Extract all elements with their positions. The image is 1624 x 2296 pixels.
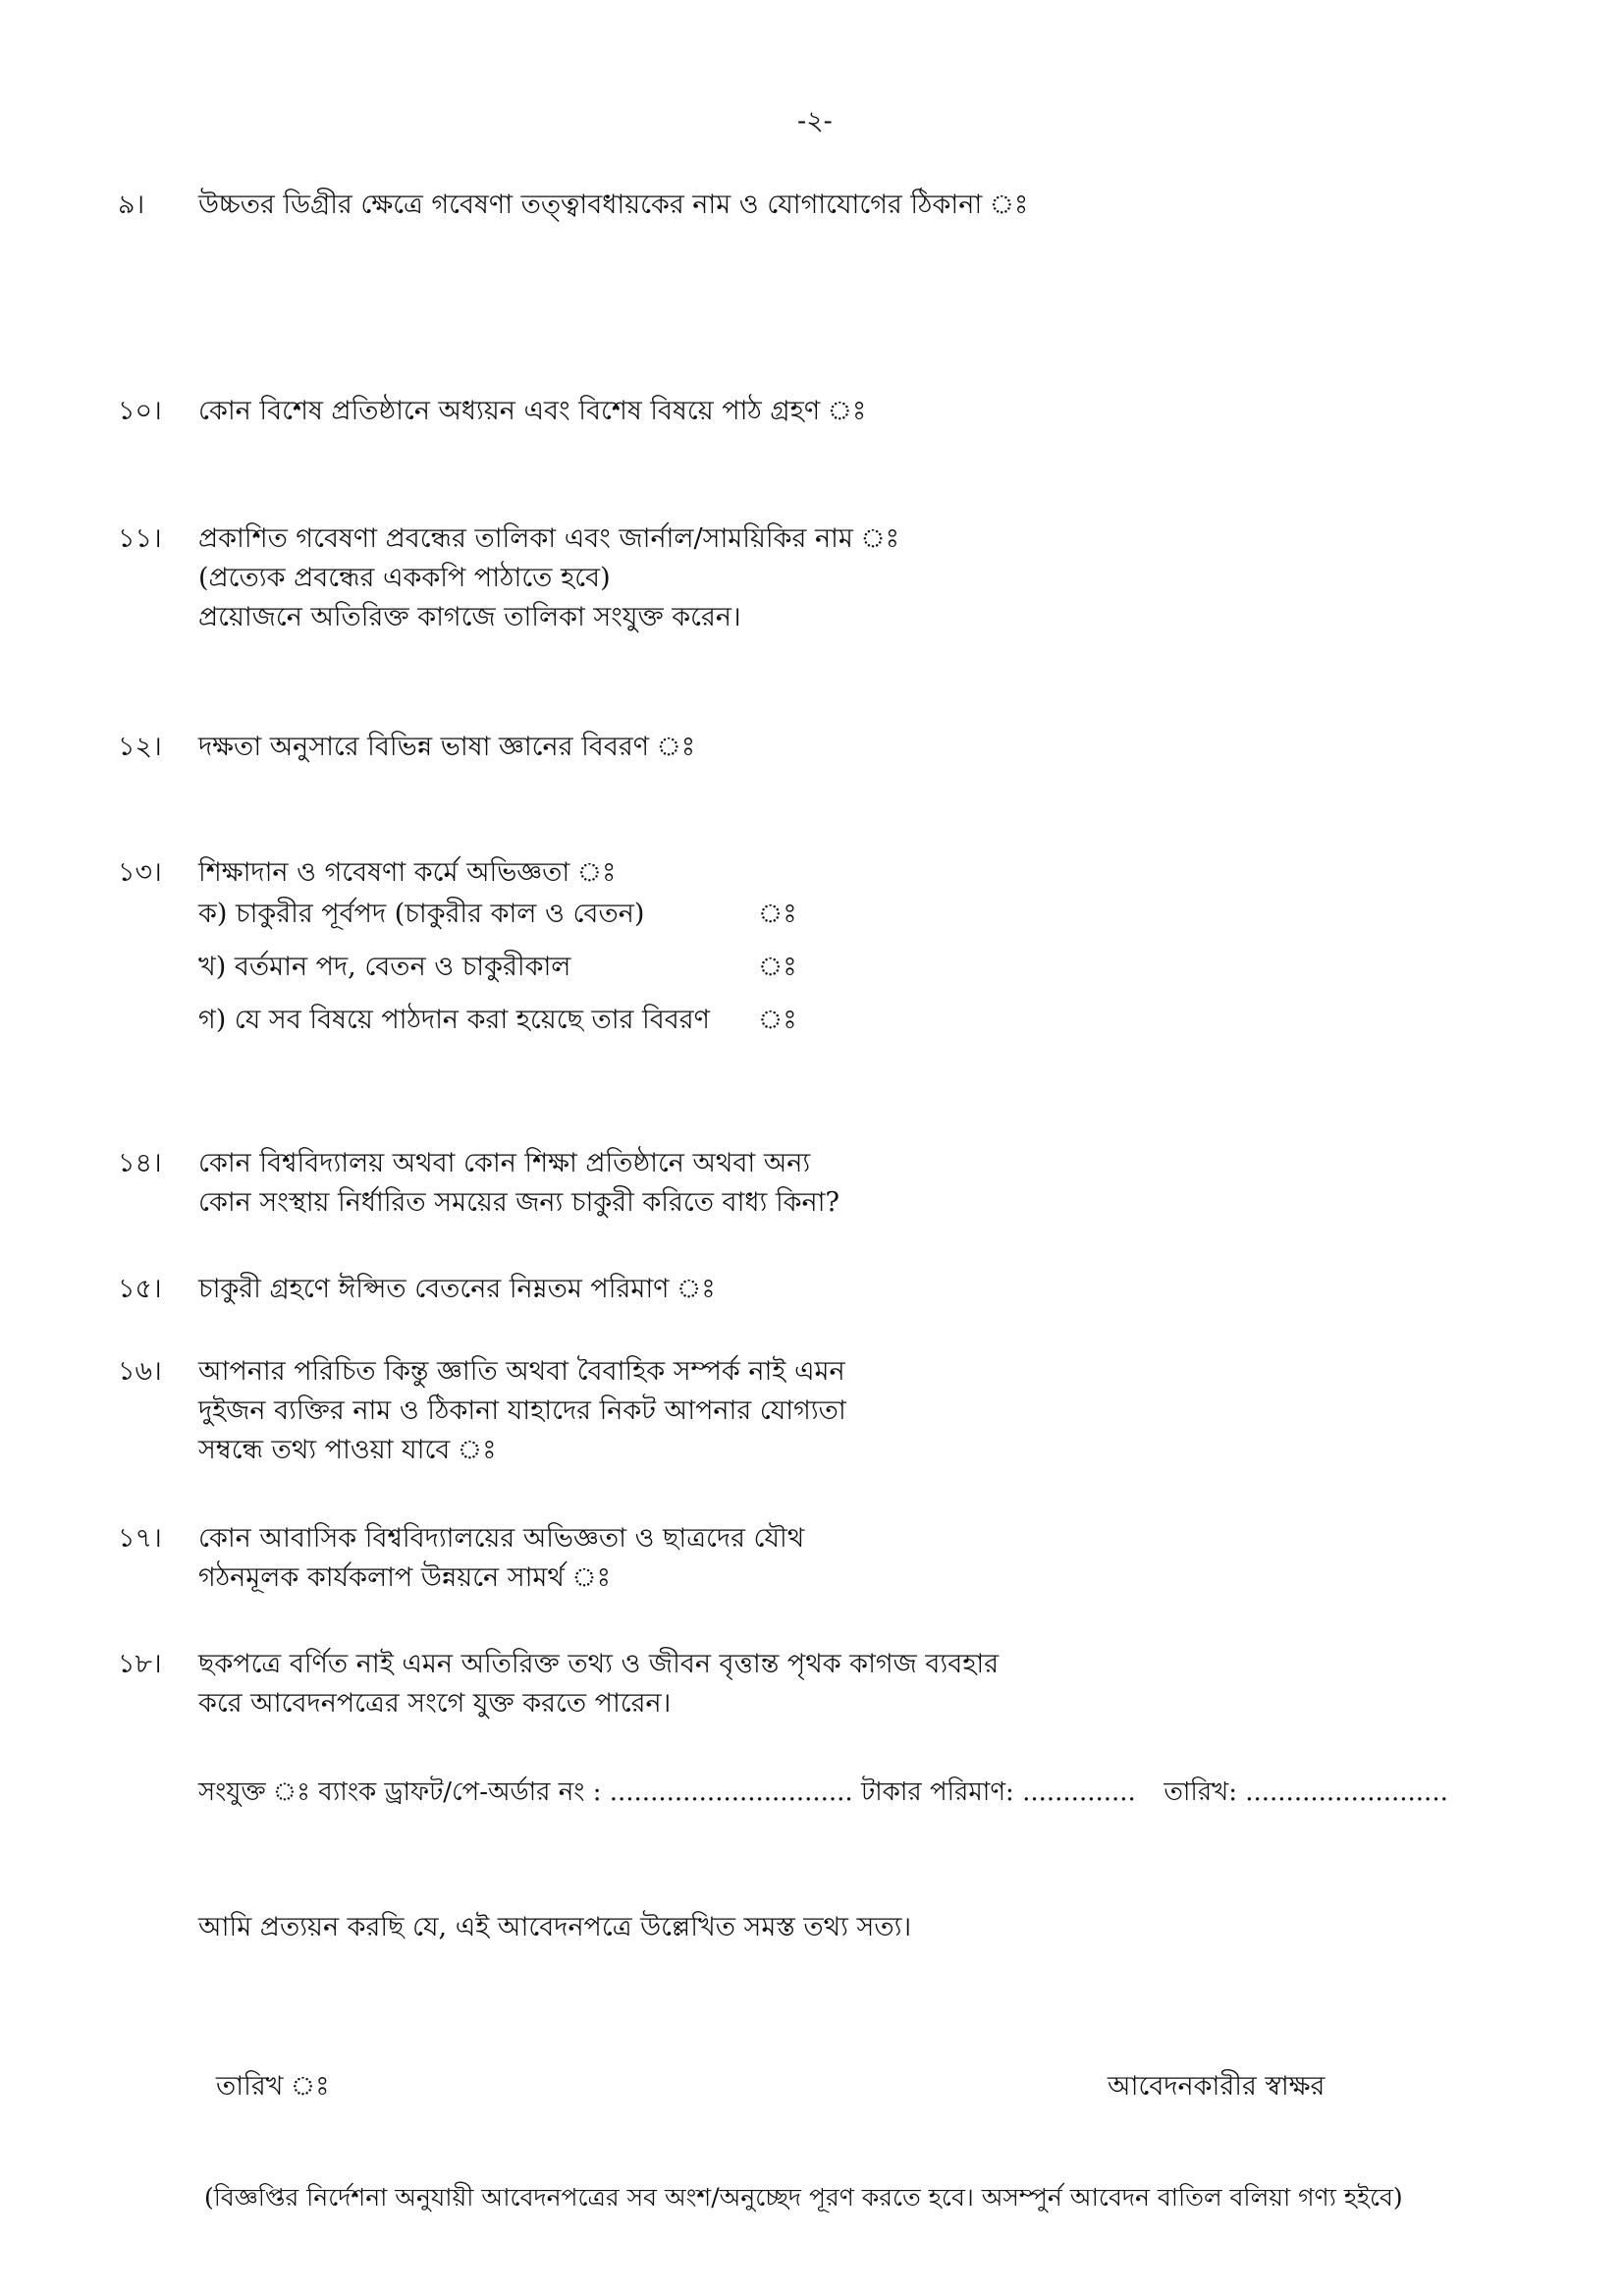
item-number: ১৫। [118,1274,162,1304]
item-text: কোন বিশ্ববিদ্যালয় অথবা কোন শিক্ষা প্রতিষ্ঠানে অথবা অন্য [198,1148,811,1178]
item-text: ছকপত্রে বর্ণিত নাই এমন অতিরিক্ত তথ্য ও জীবন বৃত্তান্ত পৃথক কাগজ ব্যবহার [198,1649,1000,1679]
attachment-date-field[interactable]: ......................... [1245,1777,1448,1807]
signature-label: আবেদনকারীর স্বাক্ষর [1108,2071,1326,2102]
item-text: কোন সংস্থায় নির্ধারিত সময়ের জন্য চাকুরী করিতে বাধ্য কিনা? [198,1187,839,1218]
sub-item-label: গ) যে সব বিষয়ে পাঠদান করা হয়েছে তার বিবরণ [198,1005,710,1035]
item-text: প্রকাশিত গবেষণা প্রবন্ধের তালিকা এবং জার্নাল/সাময়িকির নাম ঃ [198,523,900,554]
item-text: দুইজন ব্যক্তির নাম ও ঠিকানা যাহাদের নিকট আপনার যোগ্যতা [198,1395,846,1426]
attachment-line [198,1772,1448,1815]
item-number: ৯। [118,190,145,220]
attachment-date-label: তারিখ: [1164,1777,1237,1807]
sub-item-label: খ) বর্তমান পদ, বেতন ও চাকুরীকাল [198,952,571,982]
item-text: সম্বন্ধে তথ্য পাওয়া যাবে ঃ [198,1435,497,1465]
item-number: ১২। [118,732,162,762]
item-number: ১৬। [118,1356,162,1387]
page-number: -২- [797,106,833,137]
sub-item-colon: ঃ [758,1005,797,1035]
item-text: আপনার পরিচিত কিন্তু জ্ঞাতি অথবা বৈবাহিক সম্পর্ক নাই এমন [198,1356,845,1387]
item-number: ১৮। [118,1649,162,1679]
amount-label: টাকার পরিমাণ: [860,1777,1014,1807]
declaration: আমি প্রত্যয়ন করছি যে, এই আবেদনপত্রে উল্লেখিত সমস্ত তথ্য সত্য। [198,1912,912,1942]
item-text: প্রয়োজনে অতিরিক্ত কাগজে তালিকা সংযুক্ত করেন। [198,602,741,632]
item-text: কোন বিশেষ প্রতিষ্ঠানে অধ্যয়ন এবং বিশেষ বিষয়ে পাঠ গ্রহণ ঃ [198,396,867,426]
item-text: গঠনমূলক কার্যকলাপ উন্নয়নে সামর্থ ঃ [198,1562,612,1593]
item-number: ১০। [118,396,162,426]
item-number: ১১। [118,523,162,554]
item-number: ১৪। [118,1148,162,1178]
item-text: কোন আবাসিক বিশ্ববিদ্যালয়ের অভিজ্ঞতা ও ছাত্রদের যৌথ [198,1523,805,1554]
instruction-note: (বিজ্ঞপ্তির নির্দেশনা অনুযায়ী আবেদনপত্রের সব অংশ/অনুচ্ছেদ পূরণ করতে হবে। অসম্পুর্ন আবেদন বাতিল বলিয়া গণ্য হইবে) [204,2183,1403,2212]
item-text: (প্রত্যেক প্রবন্ধের এককপি পাঠাতে হবে) [198,563,611,593]
item-text: করে আবেদনপত্রের সংগে যুক্ত করতে পারেন। [198,1688,672,1719]
amount-field[interactable]: .............. [1022,1777,1136,1807]
item-text: দক্ষতা অনুসারে বিভিন্ন ভাষা জ্ঞানের বিবরণ ঃ [198,732,696,762]
item-text: উচ্চতর ডিগ্রীর ক্ষেত্রে গবেষণা তত্ত্বাবধায়কের নাম ও যোগাযোগের ঠিকানা ঃ [198,190,1029,220]
footer-date-label: তারিখ ঃ [216,2071,330,2102]
sub-item-label: ক) চাকুরীর পূর্বপদ (চাকুরীর কাল ও বেতন) [198,899,645,929]
attachment-label: সংযুক্ত ঃ ব্যাংক ড্রাফট/পে-অর্ডার নং : [198,1777,602,1807]
item-text: চাকুরী গ্রহণে ঈপ্সিত বেতনের নিম্নতম পরিমাণ ঃ [198,1274,716,1304]
item-number: ১৭। [118,1523,162,1554]
item-number: ১৩। [118,857,162,888]
sub-item-colon: ঃ [758,952,797,982]
item-text: শিক্ষাদান ও গবেষণা কর্মে অভিজ্ঞতা ঃ [198,857,617,888]
sub-item-colon: ঃ [758,899,797,929]
order-number-field[interactable]: .............................. [609,1777,853,1807]
